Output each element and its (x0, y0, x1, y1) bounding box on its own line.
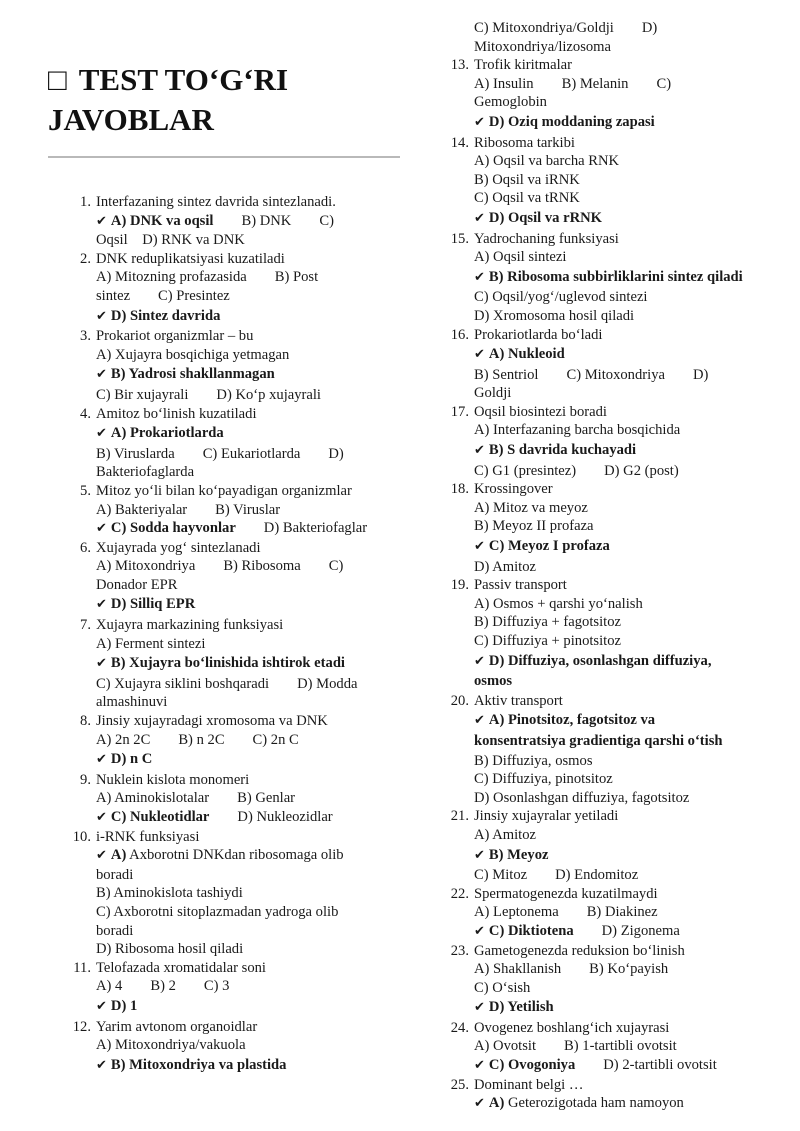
check-icon: ✔ (474, 269, 485, 285)
option-a: A) Leptonema (474, 904, 559, 921)
option-d: D) Endomitoz (555, 867, 639, 884)
correct-answer: ✔ C) Meyoz I profaza (474, 538, 610, 555)
correct-answer: ✔ D) Diffuziya, osonlashgan diffuziya, (474, 652, 712, 669)
question-2: 2. DNK reduplikatsiyasi kuzatiladi A) Mitozning profazasida B) Post sintez C) Presintez ✔ D) Sintez davrida (68, 250, 400, 326)
title-text: TEST TO‘G‘RI JAVOBLAR (48, 62, 289, 137)
square-glyph-icon: □ (48, 62, 67, 97)
question-1: 1. Interfazaning sintez davrida sintezlanadi. ✔ A) DNK va oqsil B) DNK C) Oqsil D) RNK va DNK (68, 193, 400, 250)
question-8: 8. Jinsiy xujayradagi xromosoma va DNK A) 2n 2C B) n 2C C) 2n C ✔ D) n C (68, 712, 400, 770)
option-d: D) Xromosoma hosil qiladi (474, 307, 635, 324)
option-b: B) Post (274, 269, 319, 286)
correct-answer: ✔ C) Sodda hayvonlar (96, 520, 236, 537)
question-text: Nuklein kislota monomeri (96, 771, 250, 788)
option-a: A) 4 (96, 978, 123, 995)
option-a: A) 2n 2C (96, 731, 151, 748)
question-9: 9. Nuklein kislota monomeri A) Aminokislotalar B) Genlar ✔ C) Nukleotidlar D) Nukleozidlar (68, 771, 400, 828)
correct-answer: ✔ B) Ribosoma subbirliklarini sintez qiladi (474, 268, 743, 285)
question-text: Xujayra markazining funksiyasi (96, 617, 284, 634)
option-b: B) Diffuziya + fagotsitoz (474, 614, 621, 631)
check-icon: ✔ (96, 426, 107, 442)
option-a: A) Xujayra bosqichiga yetmagan (96, 346, 290, 363)
option-b: B) n 2C (178, 731, 225, 748)
option-b: B) Aminokislota tashiydi (96, 885, 243, 902)
correct-answer: ✔ A) Axborotni DNKdan ribosomaga olib (96, 847, 344, 864)
check-icon: ✔ (474, 653, 485, 669)
check-icon: ✔ (474, 114, 485, 130)
question-text: i-RNK funksiyasi (96, 828, 200, 845)
correct-answer: ✔ C) Ovogoniya (474, 1057, 576, 1074)
check-icon: ✔ (474, 847, 485, 863)
check-icon: ✔ (474, 539, 485, 555)
question-6: 6. Xujayrada yog‘ sintezlanadi A) Mitoxondriya B) Ribosoma C) Donador EPR ✔ D) Silliq EPR (68, 539, 400, 615)
check-icon: ✔ (96, 998, 107, 1014)
right-column (446, 19, 776, 1114)
option-a: A) Aminokislotalar (96, 790, 210, 807)
question-21: 21. Jinsiy xujayralar yetiladi A) Amitoz ✔ B) Meyoz C) Mitoz D) Endomitoz (446, 807, 776, 884)
option-b: B) DNK (241, 212, 292, 229)
question-14: 14. Ribosoma tarkibi A) Oqsil va barcha RNK B) Oqsil va iRNK C) Oqsil va tRNK ✔ D) Oqsil va rRNK (446, 134, 776, 229)
option-a: A) Oqsil va barcha RNK (474, 153, 620, 170)
question-text: Passiv transport (474, 577, 567, 594)
option-b: B) 1-tartibli ovotsit (564, 1038, 677, 1055)
question-text: Interfazaning sintez davrida sintezlanadi. (96, 194, 336, 210)
option-c: C) (319, 212, 334, 229)
check-icon: ✔ (474, 1096, 485, 1112)
correct-answer: ✔ C) Nukleotidlar (96, 809, 210, 825)
option-c: C) (656, 75, 672, 92)
option-b: B) Sentriol (474, 366, 539, 383)
check-icon: ✔ (96, 367, 107, 383)
check-icon: ✔ (96, 213, 107, 229)
question-text: Dominant belgi … (474, 1076, 584, 1093)
option-a: A) Mitoxondriya (96, 558, 196, 575)
option-b: B) Viruslar (215, 501, 281, 518)
correct-answer: ✔ A) DNK va oqsil (96, 212, 214, 229)
option-a: A) Oqsil sintezi (474, 249, 567, 266)
option-c: C) Xujayra siklini boshqaradi (96, 675, 270, 692)
question-10: 10. i-RNK funksiyasi ✔ A) Axborotni DNKdan ribosomaga olib boradi B) Aminokislota tashiydi C) Axborotni sitoplazmadan yadroga olib boradi D) Ribosoma hosil qiladi (68, 828, 400, 959)
left-column (68, 193, 400, 1076)
correct-answer: ✔ B) S davrida kuchayadi (474, 442, 637, 459)
question-3: 3. Prokariot organizmlar – bu A) Xujayra bosqichiga yetmagan ✔ B) Yadrosi shakllanmagan C) Bir xujayrali D) Ko‘p xujayrali (68, 327, 400, 404)
correct-answer: ✔ D) Sintez davrida (96, 307, 221, 324)
question-text: Ovogenez boshlang‘ich xujayrasi (474, 1019, 670, 1036)
option-d: D) Ribosoma hosil qiladi (96, 941, 244, 958)
question-number: 1. (80, 194, 91, 210)
option-c: C) Axborotni sitoplazmadan yadroga olib (96, 903, 339, 920)
option-c: C) Presintez (158, 287, 230, 304)
correct-answer: ✔ A) Geterozigotada ham namoyon (474, 1095, 684, 1112)
option-c: C) (328, 558, 344, 575)
option-b: B) Ko‘payish (589, 961, 669, 978)
question-19: 19. Passiv transport A) Osmos + qarshi yo‘nalish B) Diffuziya + fagotsitoz C) Diffuziya + pinotsitoz ✔ D) Diffuziya, osonlashgan diffuziya, osmos (446, 576, 776, 691)
question-11: 11. Telofazada xromatidalar soni A) 4 B) 2 C) 3 ✔ D) 1 (68, 959, 400, 1017)
correct-answer: ✔ D) Oziq moddaning zapasi (474, 113, 655, 130)
correct-answer: ✔ B) Xujayra bo‘linishida ishtirok etadi (96, 655, 345, 672)
question-text: Trofik kiritmalar (474, 57, 572, 74)
question-22: 22. Spermatogenezda kuzatilmaydi A) Leptonema B) Diakinez ✔ C) Diktiotena D) Zigonema (446, 885, 776, 942)
correct-answer: ✔ D) 1 (96, 997, 138, 1014)
check-icon: ✔ (96, 848, 107, 864)
option-c: C) Oqsil/yog‘/uglevod sintezi (474, 289, 648, 306)
option-c: C) Oqsil va tRNK (474, 190, 580, 207)
correct-answer: ✔ B) Mitoxondriya va plastida (96, 1056, 287, 1073)
question-text: Telofazada xromatidalar soni (96, 959, 266, 976)
option-d: D) Zigonema (601, 922, 680, 939)
option-d: D) (641, 20, 658, 36)
question-text: Ribosoma tarkibi (474, 134, 575, 151)
correct-answer: ✔ A) Prokariotlarda (96, 425, 224, 442)
correct-answer: ✔ B) Meyoz (474, 846, 549, 863)
option-a: A) Ovotsit (474, 1038, 537, 1055)
option-a: A) Mitoxondriya/vakuola (96, 1037, 246, 1054)
question-25: 25. Dominant belgi … ✔ A) Geterozigotada ham namoyon (446, 1076, 776, 1114)
question-text: Oqsil biosintezi boradi (474, 403, 607, 420)
question-text: Jinsiy xujayradagi xromosoma va DNK (96, 713, 328, 730)
option-b: B) Oqsil va iRNK (474, 171, 580, 188)
check-icon: ✔ (96, 521, 107, 537)
question-18: 18. Krossingover A) Mitoz va meyoz B) Meyoz II profaza ✔ C) Meyoz I profaza D) Amitoz (446, 480, 776, 576)
option-c: C) Mitoz (474, 867, 528, 884)
question-20: 20. Aktiv transport ✔ A) Pinotsitoz, fagotsitoz va konsentratsiya gradientiga qarshi o‘tish B) Diffuziya, osmos C) Diffuziya, pinotsitoz D) Osonlashgan diffuziya, fagotsitoz (446, 692, 776, 808)
check-icon: ✔ (96, 597, 107, 613)
question-text: Jinsiy xujayralar yetiladi (474, 808, 619, 825)
question-text: Xujayrada yog‘ sintezlanadi (96, 539, 261, 556)
option-d: D) Modda (297, 675, 358, 692)
option-d: D) G2 (post) (604, 462, 679, 479)
question-text: Prokariot organizmlar – bu (96, 328, 254, 345)
question-text: Aktiv transport (474, 692, 563, 709)
option-d: D) Bakteriofaglar (263, 520, 368, 537)
option-d: D) RNK va DNK (142, 232, 245, 249)
correct-answer: ✔ D) n C (96, 751, 153, 768)
question-12-continued: C) Mitoxondriya/Goldji D) Mitoxondriya/lizosoma (474, 20, 658, 55)
option-a: A) Mitoz va meyoz (474, 499, 588, 516)
option-b: B) Ribosoma (223, 558, 301, 575)
question-24: 24. Ovogenez boshlang‘ich xujayrasi A) Ovotsit B) 1-tartibli ovotsit ✔ C) Ovogoniya D) 2-tartibli ovotsit (446, 1019, 776, 1076)
check-icon: ✔ (96, 810, 107, 825)
option-c: C) Bir xujayrali (96, 386, 189, 403)
option-a: A) Shakllanish (474, 961, 562, 978)
correct-answer: ✔ D) Silliq EPR (96, 596, 196, 613)
option-c: C) O‘sish (474, 979, 531, 996)
check-icon: ✔ (96, 308, 107, 324)
option-a: A) Mitozning profazasida (96, 269, 247, 286)
correct-answer: ✔ A) Pinotsitoz, fagotsitoz va (474, 712, 656, 729)
question-4: 4. Amitoz bo‘linish kuzatiladi ✔ A) Prokariotlarda B) Viruslarda C) Eukariotlarda D) Bakteriofaglarda (68, 405, 400, 482)
option-a: A) Osmos + qarshi yo‘nalish (474, 595, 643, 612)
question-text: DNK reduplikatsiyasi kuzatiladi (96, 250, 285, 267)
check-icon: ✔ (96, 752, 107, 768)
check-icon: ✔ (474, 923, 485, 939)
option-d: D) 2-tartibli ovotsit (603, 1057, 717, 1074)
correct-answer: ✔ D) Oqsil va rRNK (474, 209, 603, 226)
option-a: A) Bakteriyalar (96, 501, 188, 518)
check-icon: ✔ (474, 713, 485, 729)
question-23: 23. Gametogenezda reduksion bo‘linish A) Shakllanish B) Ko‘payish C) O‘sish ✔ D) Yetilish (446, 942, 776, 1018)
correct-answer: ✔ D) Yetilish (474, 999, 554, 1016)
check-icon: ✔ (474, 210, 485, 226)
question-text: Yarim avtonom organoidlar (96, 1018, 258, 1035)
option-a: A) Amitoz (474, 826, 537, 843)
option-d: D) Osonlashgan diffuziya, fagotsitoz (474, 789, 690, 806)
option-d: D) Amitoz (474, 558, 537, 575)
option-c: C) Diffuziya, pinotsitoz (474, 771, 613, 788)
option-d: D) (692, 366, 709, 383)
option-b: B) Genlar (237, 790, 296, 807)
option-a: A) Interfazaning barcha bosqichida (474, 422, 681, 439)
question-16: 16. Prokariotlarda bo‘ladi ✔ A) Nukleoid B) Sentriol C) Mitoxondriya D) Goldji (446, 326, 776, 403)
question-12: 12. Yarim avtonom organoidlar A) Mitoxondriya/vakuola ✔ B) Mitoxondriya va plastida (68, 1018, 400, 1076)
option-b: B) Melanin (561, 75, 629, 92)
question-17: 17. Oqsil biosintezi boradi A) Interfazaning barcha bosqichida ✔ B) S davrida kuchayadi C) G1 (presintez) D) G2 (post) (446, 403, 776, 480)
option-b: B) 2 (150, 978, 176, 995)
question-13: 13. Trofik kiritmalar A) Insulin B) Melanin C) Gemoglobin ✔ D) Oziq moddaning zapasi (446, 56, 776, 132)
check-icon: ✔ (474, 347, 485, 363)
question-text: Gametogenezda reduksion bo‘linish (474, 942, 685, 959)
option-a: A) Ferment sintezi (96, 635, 206, 652)
option-c: C) Mitoxondriya/Goldji (474, 20, 614, 36)
option-c: C) 2n C (252, 731, 299, 748)
option-a: A) Insulin (474, 75, 534, 92)
question-7: 7. Xujayra markazining funksiyasi A) Ferment sintezi ✔ B) Xujayra bo‘linishida ishtirok etadi C) Xujayra siklini boshqaradi D) Modda almashinuvi (68, 616, 400, 712)
option-c: C) Eukariotlarda (202, 445, 301, 462)
check-icon: ✔ (474, 1000, 485, 1016)
option-d: D) (328, 445, 344, 462)
option-c: C) G1 (presintez) (474, 462, 577, 479)
correct-answer: ✔ A) Nukleoid (474, 346, 565, 363)
option-d: D) Nukleozidlar (237, 809, 333, 825)
option-c: C) Mitoxondriya (566, 366, 665, 383)
option-b: B) Diakinez (586, 904, 658, 921)
correct-answer: ✔ B) Yadrosi shakllanmagan (96, 366, 275, 383)
question-text: Yadrochaning funksiyasi (474, 230, 619, 247)
question-15: 15. Yadrochaning funksiyasi A) Oqsil sintezi ✔ B) Ribosoma subbirliklarini sintez qiladi C) Oqsil/yog‘/uglevod sintezi D) Xromosoma hosil qiladi (446, 230, 776, 326)
horizontal-divider (48, 156, 400, 158)
question-text: Krossingover (474, 481, 553, 498)
option-b: B) Meyoz II profaza (474, 518, 594, 535)
check-icon: ✔ (96, 656, 107, 672)
check-icon: ✔ (474, 1058, 485, 1074)
check-icon: ✔ (474, 443, 485, 459)
correct-answer: ✔ C) Diktiotena (474, 922, 574, 939)
page-title (48, 60, 408, 140)
option-b: B) Diffuziya, osmos (474, 752, 593, 769)
option-d: D) Ko‘p xujayrali (216, 386, 321, 403)
option-c: C) 3 (203, 978, 230, 995)
question-text: Prokariotlarda bo‘ladi (474, 326, 603, 343)
question-5: 5. Mitoz yo‘li bilan ko‘payadigan organizmlar A) Bakteriyalar B) Viruslar ✔ C) Sodda hayvonlar D) Bakteriofaglar (68, 482, 400, 539)
option-b: B) Viruslarda (96, 445, 175, 462)
option-c: C) Diffuziya + pinotsitoz (474, 633, 621, 649)
check-icon: ✔ (96, 1057, 107, 1073)
question-text: Spermatogenezda kuzatilmaydi (474, 885, 658, 902)
question-text: Mitoz yo‘li bilan ko‘payadigan organizmlar (96, 482, 352, 499)
question-text: Amitoz bo‘linish kuzatiladi (96, 405, 257, 422)
